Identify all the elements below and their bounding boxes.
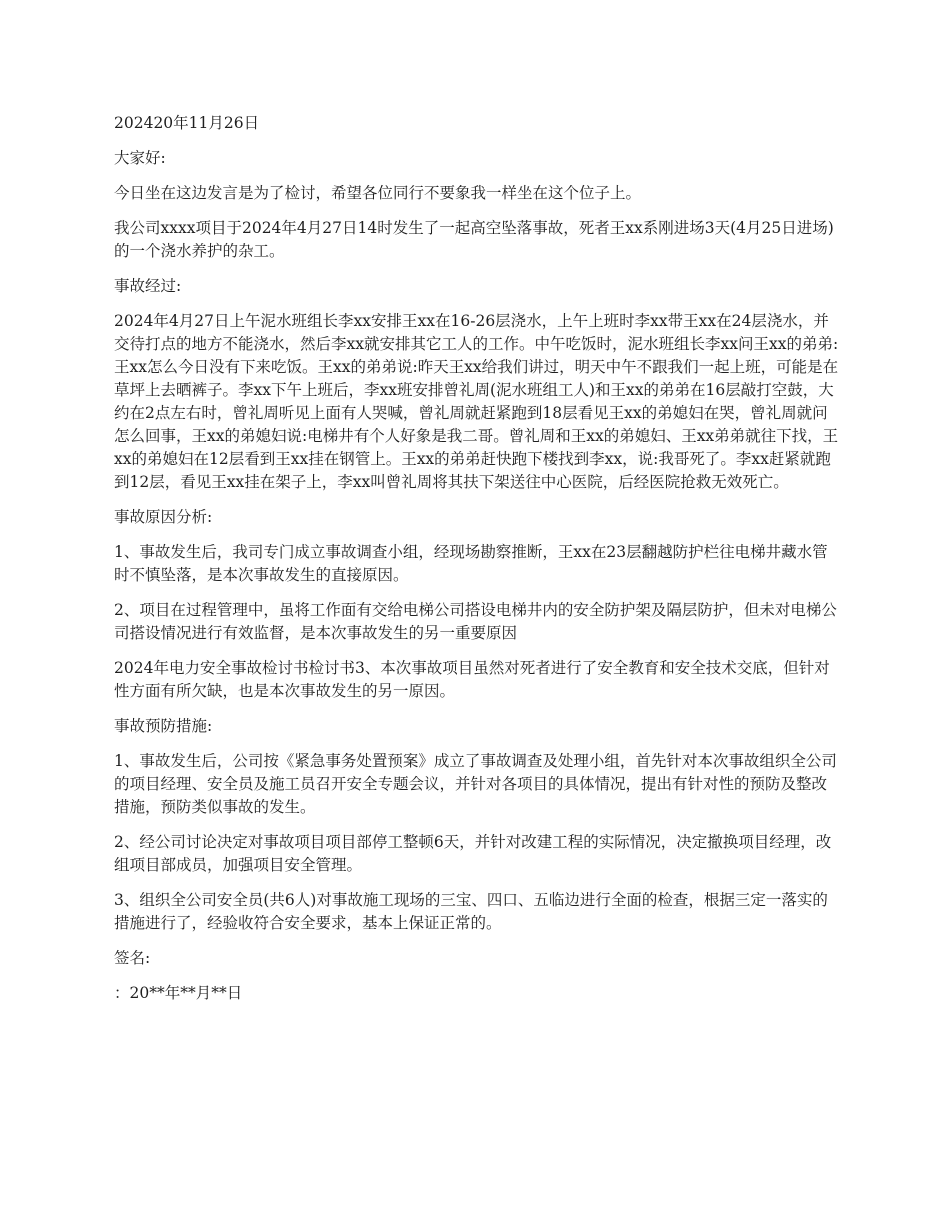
cause-item-3: 2024年电力安全事故检讨书检讨书3、本次事故项目虽然对死者进行了安全教育和安全技术交底，但针对性方面有所欠缺，也是本次事故发生的另一原因。 (114, 659, 830, 700)
prevention-item-2: 2、经公司讨论决定对事故项目项目部停工整顿6天，并针对改建工程的实际情况，决定撤换项目经理，改组项目部成员，加强项目安全管理。 (114, 833, 832, 874)
incident-process-paragraph: 2024年4月27日上午泥水班组长李xx安排王xx在16-26层浇水，上午上班时李xx带王xx在24层浇水，并交待打点的地方不能浇水，然后李xx就安排其它工人的工作。中午吃饭时，泥水班组长李xx问王xx的弟弟:王xx怎么今日没有下来吃饭。王xx的弟弟说:昨天王xx给我们讲过，明天中午不跟我们一起上班，可能是在草坪上去晒裤子。李xx下午上班后，李xx班安排曾礼周(泥水班组工人)和王xx的弟弟在16层敲打空鼓，大约在2点左右时，曾礼周听见上面有人哭喊，曾礼周就赶紧跑到18层看见王xx的弟媳妇在哭，曾礼周就问怎么回事，王xx的弟媳妇说:电梯井有个人好象是我二哥。曾礼周和王xx的弟媳妇、王xx弟弟就往下找，王xx的弟媳妇在12层看到王xx挂在钢管上。王xx的弟弟赶快跑下楼找到李xx，说:我哥死了。李xx赶紧就跑到12层，看见王xx挂在架子上，李xx叫曾礼周将其扶下架送往中心医院，后经医院抢救无效死亡。 (114, 312, 839, 491)
prevention-item-3: 3、组织全公司安全员(共6人)对事故施工现场的三宝、四口、五临边进行全面的检查，根据三定一落实的措施进行了，经验收符合安全要求，基本上保证正常的。 (114, 891, 828, 932)
signature-date: ：20**年**月**日 (114, 984, 243, 1002)
cause-item-1: 1、事故发生后，我司专门成立事故调查小组，经现场勘察推断，王xx在23层翻越防护栏往电梯井藏水管时不慎坠落，是本次事故发生的直接原因。 (114, 543, 828, 584)
section-heading-incident-process: 事故经过: (114, 277, 182, 295)
date-line: 202420年11月26日 (114, 114, 260, 132)
greeting: 大家好: (114, 149, 166, 167)
signature-label: 签名: (114, 949, 151, 967)
incident-summary-paragraph: 我公司xxxx项目于2024年4月27日14时发生了一起高空坠落事故，死者王xx系刚进场3天(4月25日进场)的一个浇水养护的杂工。 (114, 219, 834, 260)
section-heading-cause-analysis: 事故原因分析: (114, 508, 213, 526)
prevention-item-1: 1、事故发生后，公司按《紧急事务处置预案》成立了事故调查及处理小组，首先针对本次事故组织全公司的项目经理、安全员及施工员召开安全专题会议，并针对各项目的具体情况，提出有针对性的预防及整改措施，预防类似事故的发生。 (114, 752, 837, 816)
opening-paragraph: 今日坐在这边发言是为了检讨，希望各位同行不要象我一样坐在这个位子上。 (114, 184, 642, 202)
section-heading-prevention: 事故预防措施: (114, 717, 213, 735)
cause-item-2: 2、项目在过程管理中，虽将工作面有交给电梯公司搭设电梯井内的安全防护架及隔层防护，但未对电梯公司搭设情况进行有效监督，是本次事故发生的另一重要原因 (114, 601, 837, 642)
